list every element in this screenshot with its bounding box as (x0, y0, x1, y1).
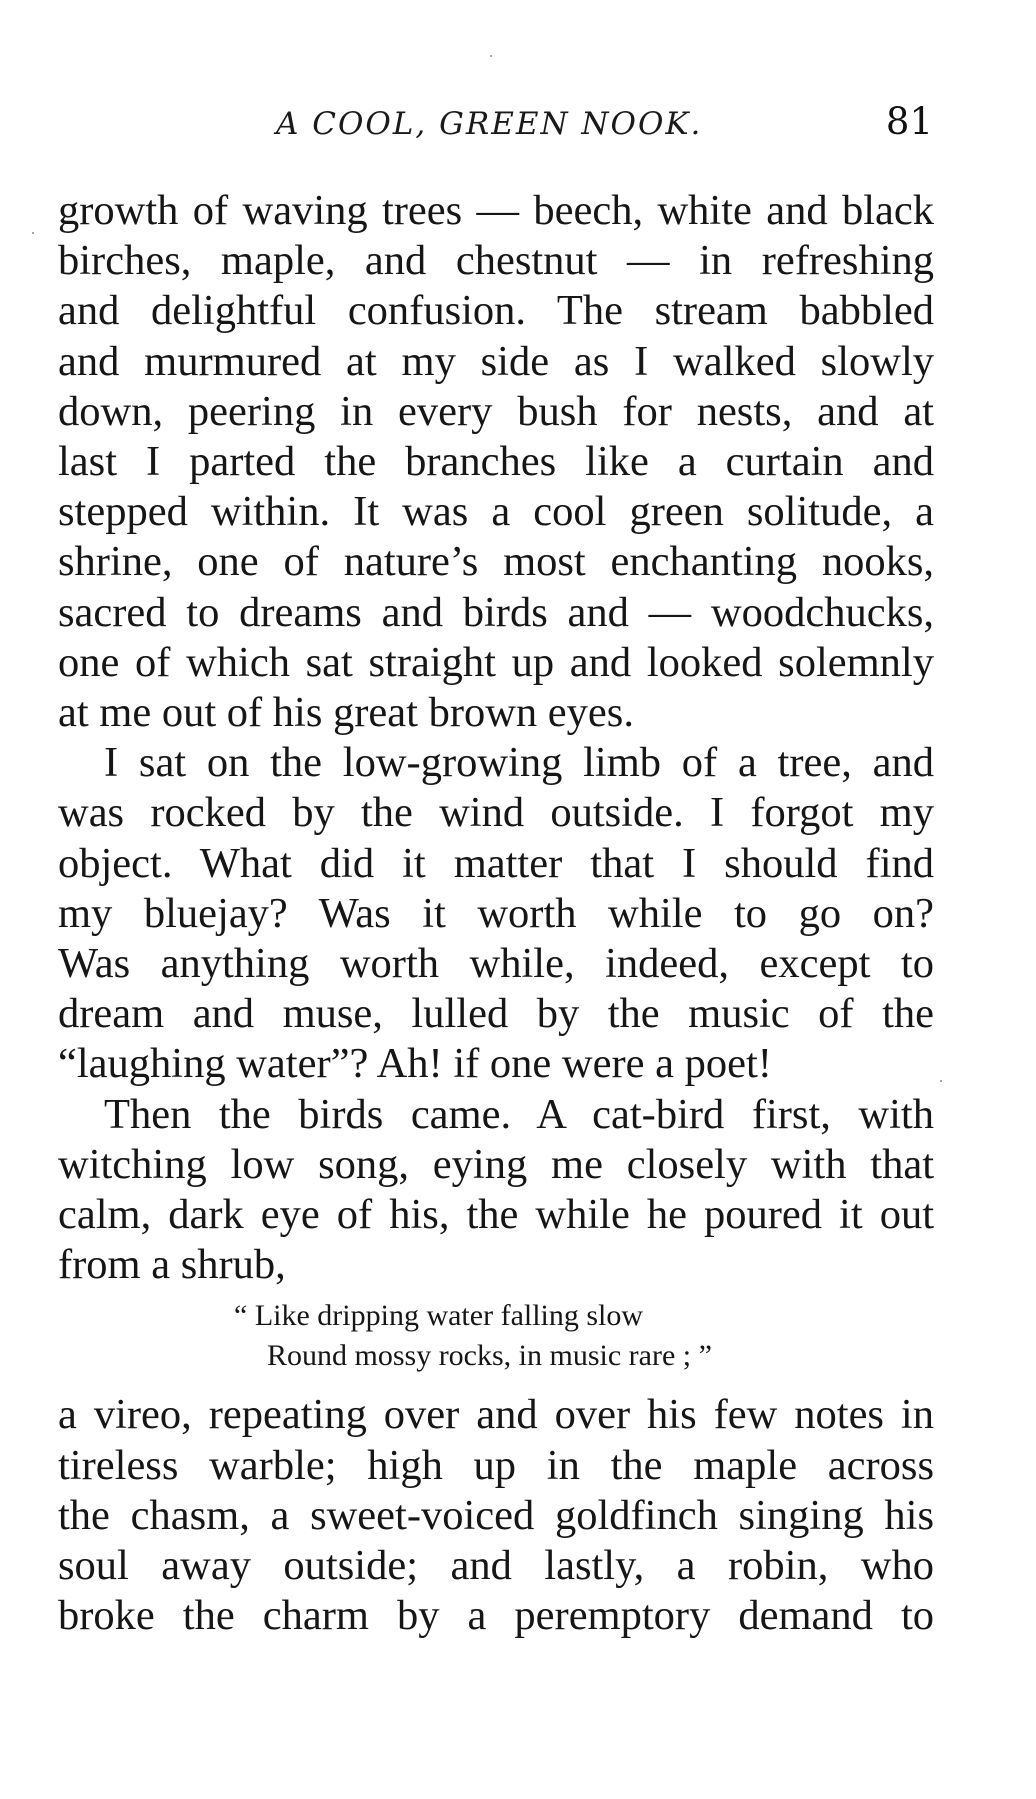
text-line: a vireo, repeating over and over his few notes in (58, 1391, 934, 1439)
paragraph-3 (58, 1090, 934, 1291)
text-line: soul away outside; and lastly, a robin, who (58, 1542, 934, 1590)
text-line: object. What did it matter that I should find (58, 839, 934, 887)
text-line: Was anything worth while, indeed, except to (58, 940, 934, 988)
text-line: sacred to dreams and birds and — woodchucks, (58, 588, 934, 636)
paragraph-1 (58, 186, 934, 738)
paragraph-2 (58, 738, 934, 1089)
verse-line: Round mossy rocks, in music rare ; ” (267, 1339, 712, 1373)
text-line: broke the charm by a peremptory demand to (58, 1592, 934, 1640)
text-line: and delightful confusion. The stream babbled (58, 287, 934, 335)
text-line: tireless warble; high up in the maple across (58, 1441, 934, 1489)
verse-quote (58, 1296, 934, 1376)
verse-line: “ Like dripping water falling slow (234, 1299, 644, 1333)
text-line: shrine, one of nature’s most enchanting nooks, (58, 538, 934, 586)
text-line: dream and muse, lulled by the music of the (58, 990, 934, 1038)
text-line: I sat on the low-growing limb of a tree, and (104, 739, 934, 787)
paper-speck (940, 1080, 942, 1082)
paper-speck (490, 55, 492, 57)
text-line: last I parted the branches like a curtain and (58, 438, 934, 486)
running-head (58, 100, 938, 150)
text-line: witching low song, eying me closely with that (58, 1140, 934, 1188)
running-title: A COOL, GREEN NOOK. (276, 106, 703, 142)
paper-speck (32, 232, 34, 234)
text-line: my bluejay? Was it worth while to go on? (58, 889, 934, 937)
text-line: “laughing water”? Ah! if one were a poet! (58, 1040, 772, 1088)
text-line: and murmured at my side as I walked slowly (58, 337, 934, 385)
paragraph-4 (58, 1390, 934, 1641)
text-line: was rocked by the wind outside. I forgot my (58, 789, 934, 837)
body-text (58, 186, 934, 1641)
text-line: the chasm, a sweet-voiced goldfinch singing his (58, 1491, 934, 1539)
text-line: Then the birds came. A cat-bird first, with (104, 1090, 934, 1138)
text-line: growth of waving trees — beech, white and black (58, 187, 934, 234)
text-line: one of which sat straight up and looked solemnly (58, 638, 934, 686)
text-line: calm, dark eye of his, the while he poured it out (58, 1191, 934, 1239)
text-line: stepped within. It was a cool green solitude, a (58, 488, 934, 536)
text-line: birches, maple, and chestnut — in refreshing (58, 237, 934, 285)
text-line: at me out of his great brown eyes. (58, 689, 634, 737)
page-number: 81 (885, 100, 933, 143)
text-line: down, peering in every bush for nests, and at (58, 387, 934, 435)
text-line: from a shrub, (58, 1241, 286, 1289)
